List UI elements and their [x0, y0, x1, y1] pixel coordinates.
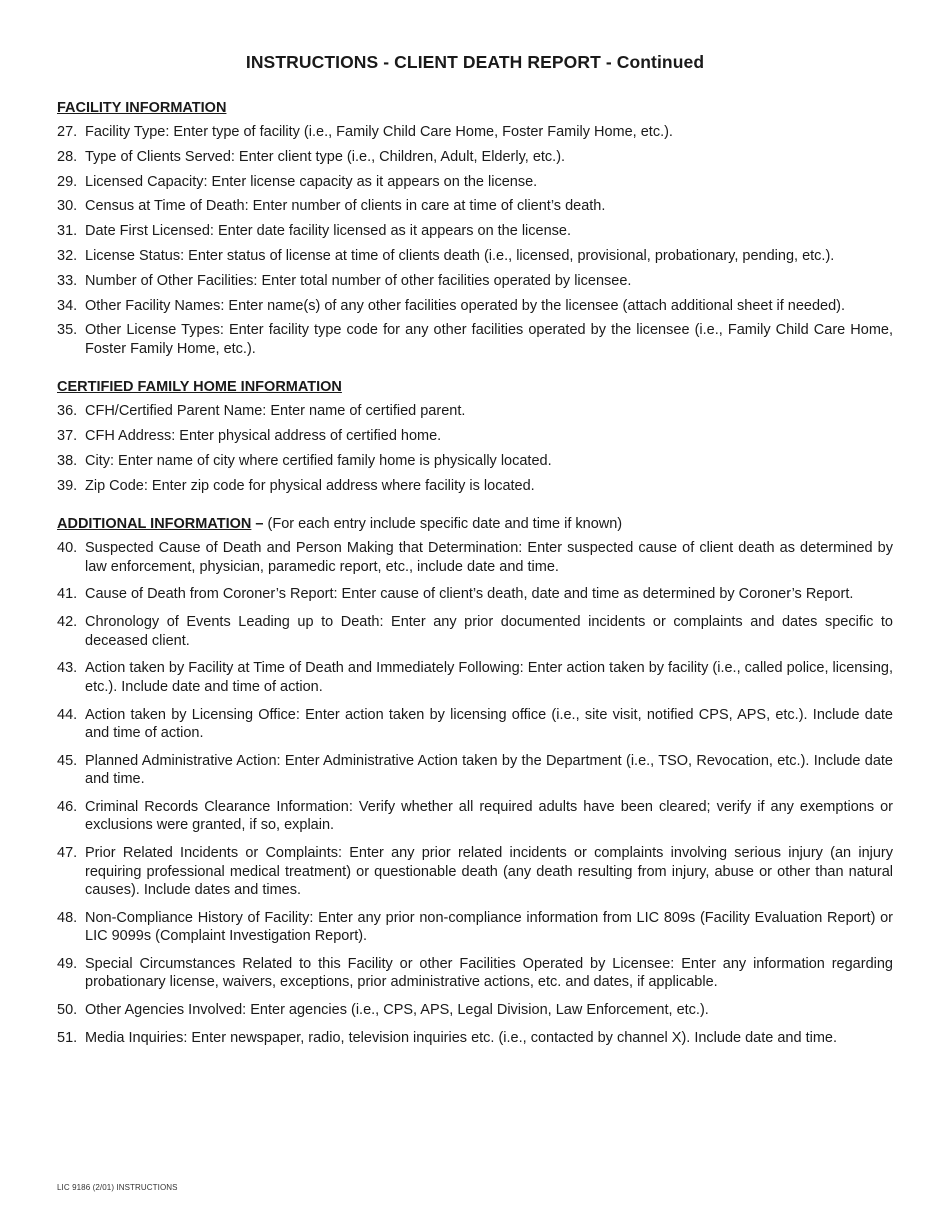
- item-text: Other Facility Names: Enter name(s) of any other facilities operated by the licensee (attach additional sheet if needed).: [85, 297, 846, 314]
- document-page: [57, 52, 893, 1067]
- page-title: INSTRUCTIONS - CLIENT DEATH REPORT - Continued: [245, 52, 705, 72]
- item-number: 48.: [57, 909, 78, 926]
- item-text: License Status: Enter status of license at time of clients death (i.e., licensed, provisional, probationary, pending, etc.).: [85, 247, 835, 264]
- item-text: Chronology of Events Leading up to Death: Enter any prior documented incidents or complaints and dates specific to deceased client.: [85, 614, 893, 649]
- section-heading-dash: –: [251, 516, 264, 533]
- item-number: 45.: [57, 752, 78, 769]
- instruction-list: [57, 539, 893, 1047]
- instruction-list: [57, 402, 893, 495]
- instruction-item: [57, 798, 893, 835]
- item-number: 50.: [57, 1002, 78, 1019]
- item-number: 38.: [57, 452, 78, 469]
- item-number: 35.: [57, 322, 78, 339]
- item-text: Special Circumstances Related to this Facility or other Facilities Operated by Licensee: Enter any information regarding probationary license, waivers, exceptions, prior administrative actions, etc. and dates, if applicable.: [85, 955, 893, 991]
- instruction-list: [57, 123, 893, 358]
- item-text: City: Enter name of city where certified family home is physically located.: [85, 452, 552, 469]
- item-number: 27.: [57, 124, 78, 140]
- item-number: 34.: [57, 297, 78, 314]
- item-number: 43.: [57, 660, 78, 677]
- item-text: Planned Administrative Action: Enter Administrative Action taken by the Department (i.e., TSO, Revocation, etc.). Include date and time.: [85, 752, 893, 788]
- item-text: Criminal Records Clearance Information: Verify whether all required adults have been cleared; verify if any exemptions or exclusions were granted, if so, explain.: [85, 798, 893, 834]
- item-text: Suspected Cause of Death and Person Making that Determination: Enter suspected cause of client death as determined by law enforcement, physician, paramedic report, etc., include date and time.: [85, 540, 893, 575]
- item-text: Non-Compliance History of Facility: Enter any prior non-compliance information from LIC 809s (Facility Evaluation Report) or LIC 9099s (Complaint Investigation Report).: [85, 909, 893, 945]
- instruction-item: [57, 539, 893, 576]
- instruction-item: [57, 452, 893, 471]
- item-text: Other License Types: Enter facility type code for any other facilities operated by the licensee (i.e., Family Child Care Home, Foster Family Home, etc.).: [85, 322, 893, 357]
- instruction-item: [57, 844, 893, 900]
- item-text: Date First Licensed: Enter date facility licensed as it appears on the license.: [85, 223, 572, 240]
- instruction-item: [57, 909, 893, 946]
- instruction-item: [57, 613, 893, 650]
- item-text: Action taken by Licensing Office: Enter action taken by licensing office (i.e., site visit, notified CPS, APS, etc.). Include date and time of action.: [85, 706, 893, 742]
- instruction-item: [57, 297, 893, 316]
- instruction-item: [57, 321, 893, 358]
- instruction-item: [57, 955, 893, 992]
- section-certified-family-home-information: [57, 378, 893, 495]
- section-facility-information: [57, 99, 893, 358]
- instruction-item: [57, 659, 893, 696]
- item-text: Type of Clients Served: Enter client type (i.e., Children, Adult, Elderly, etc.).: [85, 148, 566, 165]
- instruction-item: [57, 173, 893, 192]
- instruction-item: [57, 123, 893, 142]
- item-number: 51.: [57, 1029, 78, 1046]
- instruction-item: [57, 1001, 893, 1020]
- item-number: 32.: [57, 247, 78, 264]
- item-number: 42.: [57, 614, 78, 631]
- item-text: CFH/Certified Parent Name: Enter name of certified parent.: [85, 403, 466, 420]
- item-number: 36.: [57, 403, 78, 420]
- item-number: 40.: [57, 540, 78, 557]
- item-number: 31.: [57, 223, 78, 240]
- section-heading: [57, 378, 893, 396]
- item-number: 49.: [57, 955, 78, 972]
- item-number: 39.: [57, 477, 78, 494]
- instruction-item: [57, 706, 893, 743]
- item-text: Action taken by Facility at Time of Death and Immediately Following: Enter action taken by facility (i.e., called police, licensing, etc.). Include date and time of action.: [85, 660, 893, 695]
- section-heading-text: CERTIFIED FAMILY HOME INFORMATION: [57, 379, 342, 396]
- item-text: CFH Address: Enter physical address of certified home.: [85, 428, 442, 445]
- item-number: 28.: [57, 148, 78, 165]
- instruction-item: [57, 247, 893, 266]
- instruction-item: [57, 222, 893, 241]
- section-heading: [57, 99, 893, 117]
- item-text: Prior Related Incidents or Complaints: Enter any prior related incidents or complaints involving serious injury (an injury requiring professional medical treatment) or questionable death (any death resulting from injury, abuse or other than natural causes). Include dates and times.: [85, 845, 893, 899]
- item-number: 37.: [57, 428, 78, 445]
- instruction-item: [57, 272, 893, 291]
- item-text: Number of Other Facilities: Enter total number of other facilities operated by licensee.: [85, 272, 632, 289]
- item-number: 30.: [57, 198, 78, 215]
- item-text: Zip Code: Enter zip code for physical address where facility is located.: [85, 477, 535, 494]
- section-heading-text: FACILITY INFORMATION: [57, 100, 227, 116]
- section-additional-information: [57, 515, 893, 1047]
- item-text: Media Inquiries: Enter newspaper, radio, television inquiries etc. (i.e., contacted by channel X). Include date and time.: [85, 1029, 838, 1046]
- instruction-item: [57, 402, 893, 421]
- form-footer-code: LIC 9186 (2/01) INSTRUCTIONS: [57, 1183, 178, 1192]
- item-text: Licensed Capacity: Enter license capacity as it appears on the license.: [85, 173, 538, 190]
- instruction-item: [57, 752, 893, 789]
- item-number: 41.: [57, 586, 78, 603]
- section-heading: [57, 515, 893, 533]
- section-heading-note: (For each entry include specific date and time if known): [263, 516, 623, 533]
- item-number: 44.: [57, 706, 78, 723]
- instruction-item: [57, 148, 893, 167]
- instruction-item: [57, 427, 893, 446]
- instruction-item: [57, 1029, 893, 1048]
- item-text: Facility Type: Enter type of facility (i.e., Family Child Care Home, Foster Family Home, etc.).: [85, 124, 673, 140]
- item-text: Cause of Death from Coroner’s Report: Enter cause of client’s death, date and time as determined by Coroner’s Report.: [85, 586, 854, 603]
- instruction-item: [57, 197, 893, 216]
- item-number: 33.: [57, 272, 78, 289]
- item-text: Census at Time of Death: Enter number of clients in care at time of client’s death.: [85, 198, 606, 215]
- item-number: 29.: [57, 173, 78, 190]
- section-heading-text: ADDITIONAL INFORMATION: [57, 516, 252, 533]
- item-number: 47.: [57, 845, 78, 862]
- item-number: 46.: [57, 798, 78, 815]
- item-text: Other Agencies Involved: Enter agencies (i.e., CPS, APS, Legal Division, Law Enforcement, etc.).: [85, 1002, 709, 1019]
- instruction-item: [57, 477, 893, 496]
- instruction-item: [57, 585, 893, 604]
